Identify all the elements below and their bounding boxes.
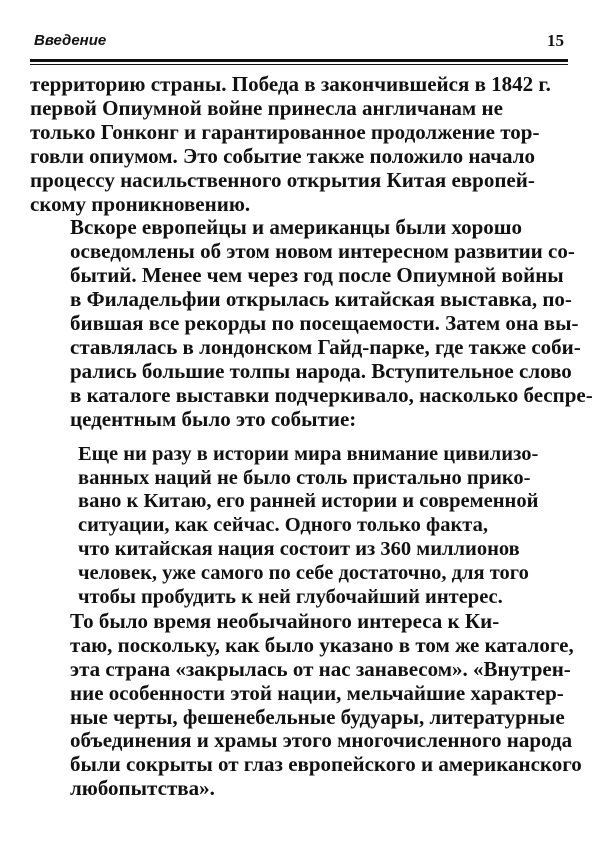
quote-line: человек, уже самого по себе достаточно, для того (78, 562, 529, 585)
text-line: ставлялась в лондонском Гайд-парке, где также соби- (70, 334, 581, 359)
quote-line: чтобы пробудить к ней глубочайший интерес. (78, 586, 503, 609)
text-line: говли опиумом. Это событие также положило начало (30, 143, 535, 168)
page-number: 15 (547, 31, 564, 50)
quote-line: вано к Китаю, его ранней истории и современной (78, 490, 539, 513)
quote-line: Еще ни разу в истории мира внимание цивилизо- (78, 442, 539, 465)
paragraph-1 (30, 73, 568, 216)
running-header (30, 28, 568, 58)
block-quote (30, 443, 568, 610)
header-rule-thin (30, 64, 568, 65)
text-line: рались большие толпы народа. Вступительное слово (70, 358, 572, 383)
text-line: в Филадельфии открылась китайская выставка, по- (70, 287, 572, 312)
text-line: Вскоре европейцы и американцы были хорошо (70, 215, 523, 240)
quote-line: ванных наций не было столь пристально прико- (78, 466, 531, 489)
text-line: первой Опиумной войне принесла англичанам не (30, 95, 503, 120)
text-line: бившая все рекорды по посещаемости. Затем она вы- (70, 311, 579, 336)
text-line: в каталоге выставки подчеркивало, насколько беспре- (70, 382, 593, 407)
text-line: То было время необычайного интереса к Ки- (70, 608, 500, 633)
section-title: Введение (34, 32, 107, 49)
paragraph-2 (30, 215, 593, 431)
text-line: ние особенности этой нации, мельчайшие характер- (70, 680, 564, 705)
text-line: бытий. Менее чем через год после Опиумной войны (70, 263, 564, 288)
text-line: ные черты, фешенебельные будуары, литературные (70, 704, 565, 729)
text-line: только Гонконг и гарантированное продолжение тор- (30, 119, 540, 144)
text-line: осведомлены об этом новом интересном развитии со- (70, 239, 575, 264)
text-line: были сокрыты от глаз европейского и американского (70, 752, 582, 777)
text-line: таю, поскольку, как было указано в том же каталоге, (70, 632, 574, 657)
quote-line: ситуации, как сейчас. Одного только факта, (78, 514, 488, 537)
text-line: объединения и храмы этого многочисленного народа (70, 728, 573, 753)
text-line: территорию страны. Победа в закончившейся в 1842 г. (30, 72, 551, 96)
text-line: цедентным было это событие: (70, 406, 357, 431)
body-text (30, 72, 593, 801)
paragraph-3 (30, 608, 582, 801)
text-line: процессу насильственного открытия Китая европей- (30, 167, 535, 192)
text-line: скому проникновению. (30, 191, 251, 216)
header-rule-thick (30, 59, 568, 62)
text-line: любопытства». (70, 776, 215, 801)
quote-line: что китайская нация состоит из 360 миллионов (78, 538, 520, 561)
text-line: эта страна «закрылась от нас занавесом». «Внутрен- (70, 656, 571, 681)
